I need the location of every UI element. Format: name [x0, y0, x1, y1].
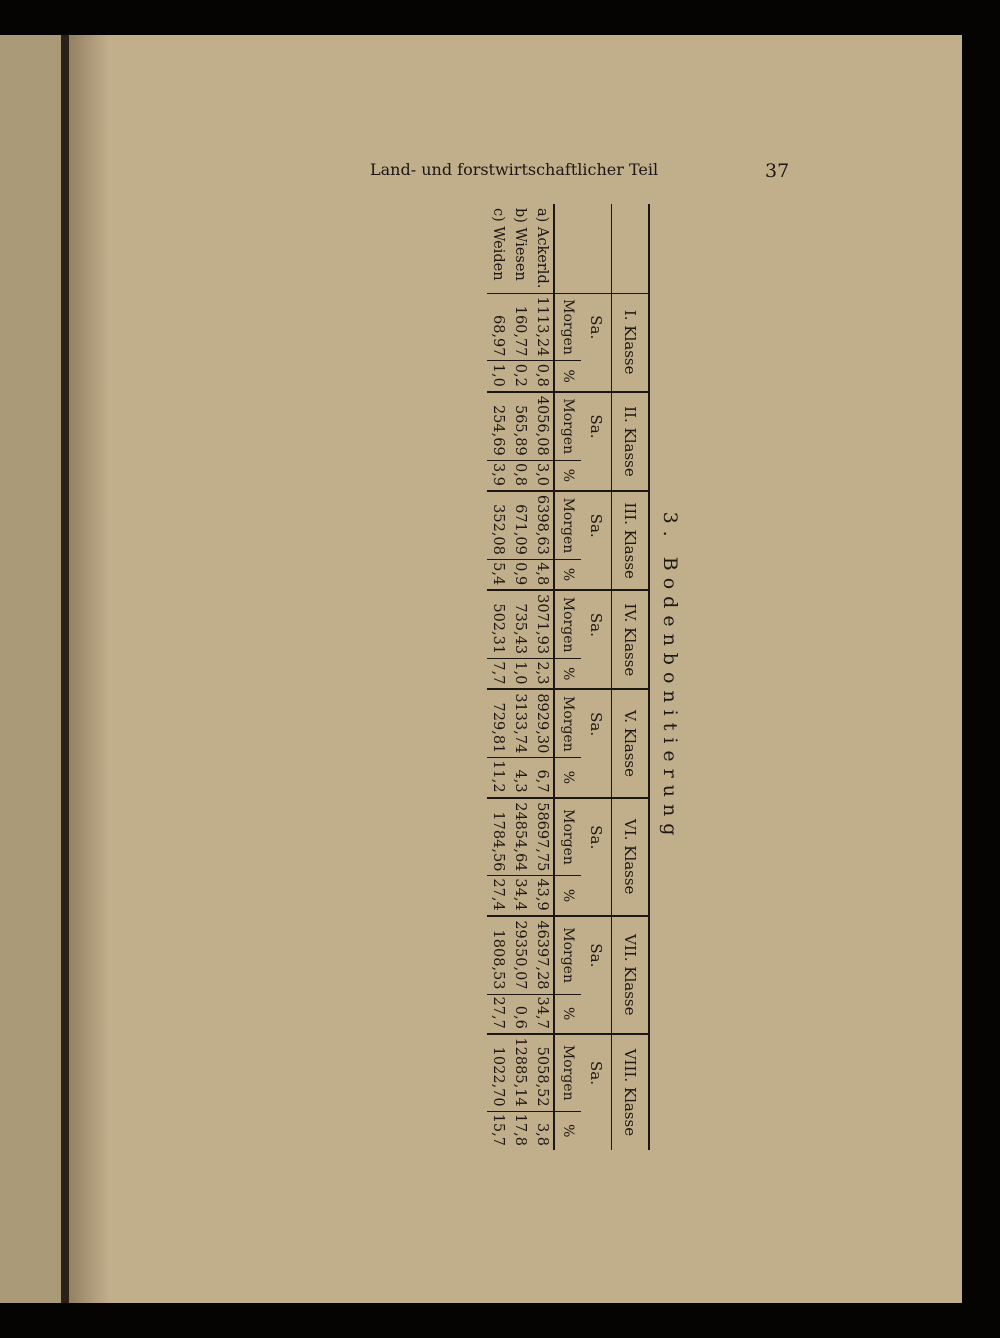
- percent-value: 34,4: [509, 876, 531, 916]
- morgen-value: 160,77: [509, 293, 531, 361]
- percent-value: 34,7: [531, 994, 554, 1034]
- unit-percent-header: %: [554, 460, 581, 491]
- morgen-value: 671,09: [509, 491, 531, 559]
- morgen-value: 6398,63: [531, 491, 554, 559]
- header-corner: [554, 204, 581, 293]
- percent-value: 6,7: [531, 758, 554, 798]
- percent-value: 17,8: [509, 1111, 531, 1150]
- blank-header: [581, 994, 612, 1034]
- sum-label: Sa.: [581, 491, 612, 559]
- rotated-table-block: [460, 204, 680, 1150]
- left-page-edge: [0, 35, 66, 1303]
- class-header: VIII. Klasse: [612, 1034, 650, 1150]
- percent-value: 1,0: [509, 659, 531, 690]
- morgen-value: 46397,28: [531, 916, 554, 994]
- morgen-value: 502,31: [487, 590, 509, 658]
- morgen-value: 735,43: [509, 590, 531, 658]
- unit-percent-header: %: [554, 876, 581, 916]
- class-header: V. Klasse: [612, 689, 650, 797]
- morgen-value: 29350,07: [509, 916, 531, 994]
- class-header: VII. Klasse: [612, 916, 650, 1034]
- unit-morgen-header: Morgen: [554, 590, 581, 658]
- morgen-value: 4056,08: [531, 392, 554, 460]
- unit-morgen-header: Morgen: [554, 491, 581, 559]
- class-header: II. Klasse: [612, 392, 650, 491]
- percent-value: 0,9: [509, 559, 531, 590]
- bodenbonitierung-table: [487, 204, 650, 1150]
- morgen-value: 1113,24: [531, 293, 554, 361]
- percent-value: 3,9: [487, 460, 509, 491]
- unit-morgen-header: Morgen: [554, 798, 581, 876]
- blank-header: [581, 559, 612, 590]
- morgen-value: 3133,74: [509, 689, 531, 757]
- percent-value: 4,8: [531, 559, 554, 590]
- percent-value: 11,2: [487, 758, 509, 798]
- morgen-value: 352,08: [487, 491, 509, 559]
- row-label: b) Wiesen: [512, 208, 528, 281]
- blank-header: [581, 361, 612, 392]
- morgen-value: 8929,30: [531, 689, 554, 757]
- book-spine: [61, 35, 69, 1303]
- unit-morgen-header: Morgen: [554, 916, 581, 994]
- morgen-value: 254,69: [487, 392, 509, 460]
- table-row: [531, 204, 554, 1150]
- morgen-value: 3071,93: [531, 590, 554, 658]
- sum-label: Sa.: [581, 798, 612, 876]
- sum-label: Sa.: [581, 590, 612, 658]
- unit-percent-header: %: [554, 559, 581, 590]
- percent-value: 0,8: [509, 460, 531, 491]
- blank-header: [581, 1111, 612, 1150]
- percent-value: 1,0: [487, 361, 509, 392]
- morgen-value: 68,97: [487, 293, 509, 361]
- morgen-value: 24854,64: [509, 798, 531, 876]
- morgen-value: 565,89: [509, 392, 531, 460]
- class-header: I. Klasse: [612, 293, 650, 392]
- header-corner: [612, 204, 650, 293]
- percent-value: 0,8: [531, 361, 554, 392]
- class-header: IV. Klasse: [612, 590, 650, 689]
- row-label: c) Weiden: [490, 208, 506, 281]
- sum-label: Sa.: [581, 1034, 612, 1111]
- percent-value: 2,3: [531, 659, 554, 690]
- page-number: 37: [765, 160, 790, 182]
- percent-value: 15,7: [487, 1111, 509, 1150]
- unit-percent-header: %: [554, 659, 581, 690]
- blank-header: [581, 659, 612, 690]
- morgen-value: 729,81: [487, 689, 509, 757]
- morgen-value: 1022,70: [487, 1034, 509, 1111]
- class-header: III. Klasse: [612, 491, 650, 590]
- percent-value: 0,6: [509, 994, 531, 1034]
- percent-value: 43,9: [531, 876, 554, 916]
- unit-morgen-header: Morgen: [554, 293, 581, 361]
- sum-label: Sa.: [581, 916, 612, 994]
- row-label: a) Ackerld.: [534, 208, 550, 289]
- header-corner: [581, 204, 612, 293]
- page-gutter-shadow: [69, 35, 109, 1303]
- percent-value: 5,4: [487, 559, 509, 590]
- sum-label: Sa.: [581, 392, 612, 460]
- table-row: [509, 204, 531, 1150]
- percent-value: 27,7: [487, 994, 509, 1034]
- blank-header: [581, 758, 612, 798]
- percent-value: 27,4: [487, 876, 509, 916]
- unit-percent-header: %: [554, 758, 581, 798]
- morgen-value: 1808,53: [487, 916, 509, 994]
- morgen-value: 5058,52: [531, 1034, 554, 1111]
- morgen-value: 58697,75: [531, 798, 554, 876]
- sum-label: Sa.: [581, 689, 612, 757]
- unit-percent-header: %: [554, 361, 581, 392]
- table-title: 3. Bodenbonitierung: [659, 511, 681, 843]
- morgen-value: 12885,14: [509, 1034, 531, 1111]
- percent-value: 3,8: [531, 1111, 554, 1150]
- unit-morgen-header: Morgen: [554, 689, 581, 757]
- morgen-value: 1784,56: [487, 798, 509, 876]
- table-row: [487, 204, 509, 1150]
- class-header: VI. Klasse: [612, 798, 650, 916]
- percent-value: 0,2: [509, 361, 531, 392]
- blank-header: [581, 460, 612, 491]
- percent-value: 4,3: [509, 758, 531, 798]
- sum-label: Sa.: [581, 293, 612, 361]
- unit-morgen-header: Morgen: [554, 1034, 581, 1111]
- unit-percent-header: %: [554, 1111, 581, 1150]
- blank-header: [581, 876, 612, 916]
- unit-percent-header: %: [554, 994, 581, 1034]
- unit-morgen-header: Morgen: [554, 392, 581, 460]
- running-head: Land- und forstwirtschaftlicher Teil: [370, 160, 659, 179]
- percent-value: 3,0: [531, 460, 554, 491]
- percent-value: 7,7: [487, 659, 509, 690]
